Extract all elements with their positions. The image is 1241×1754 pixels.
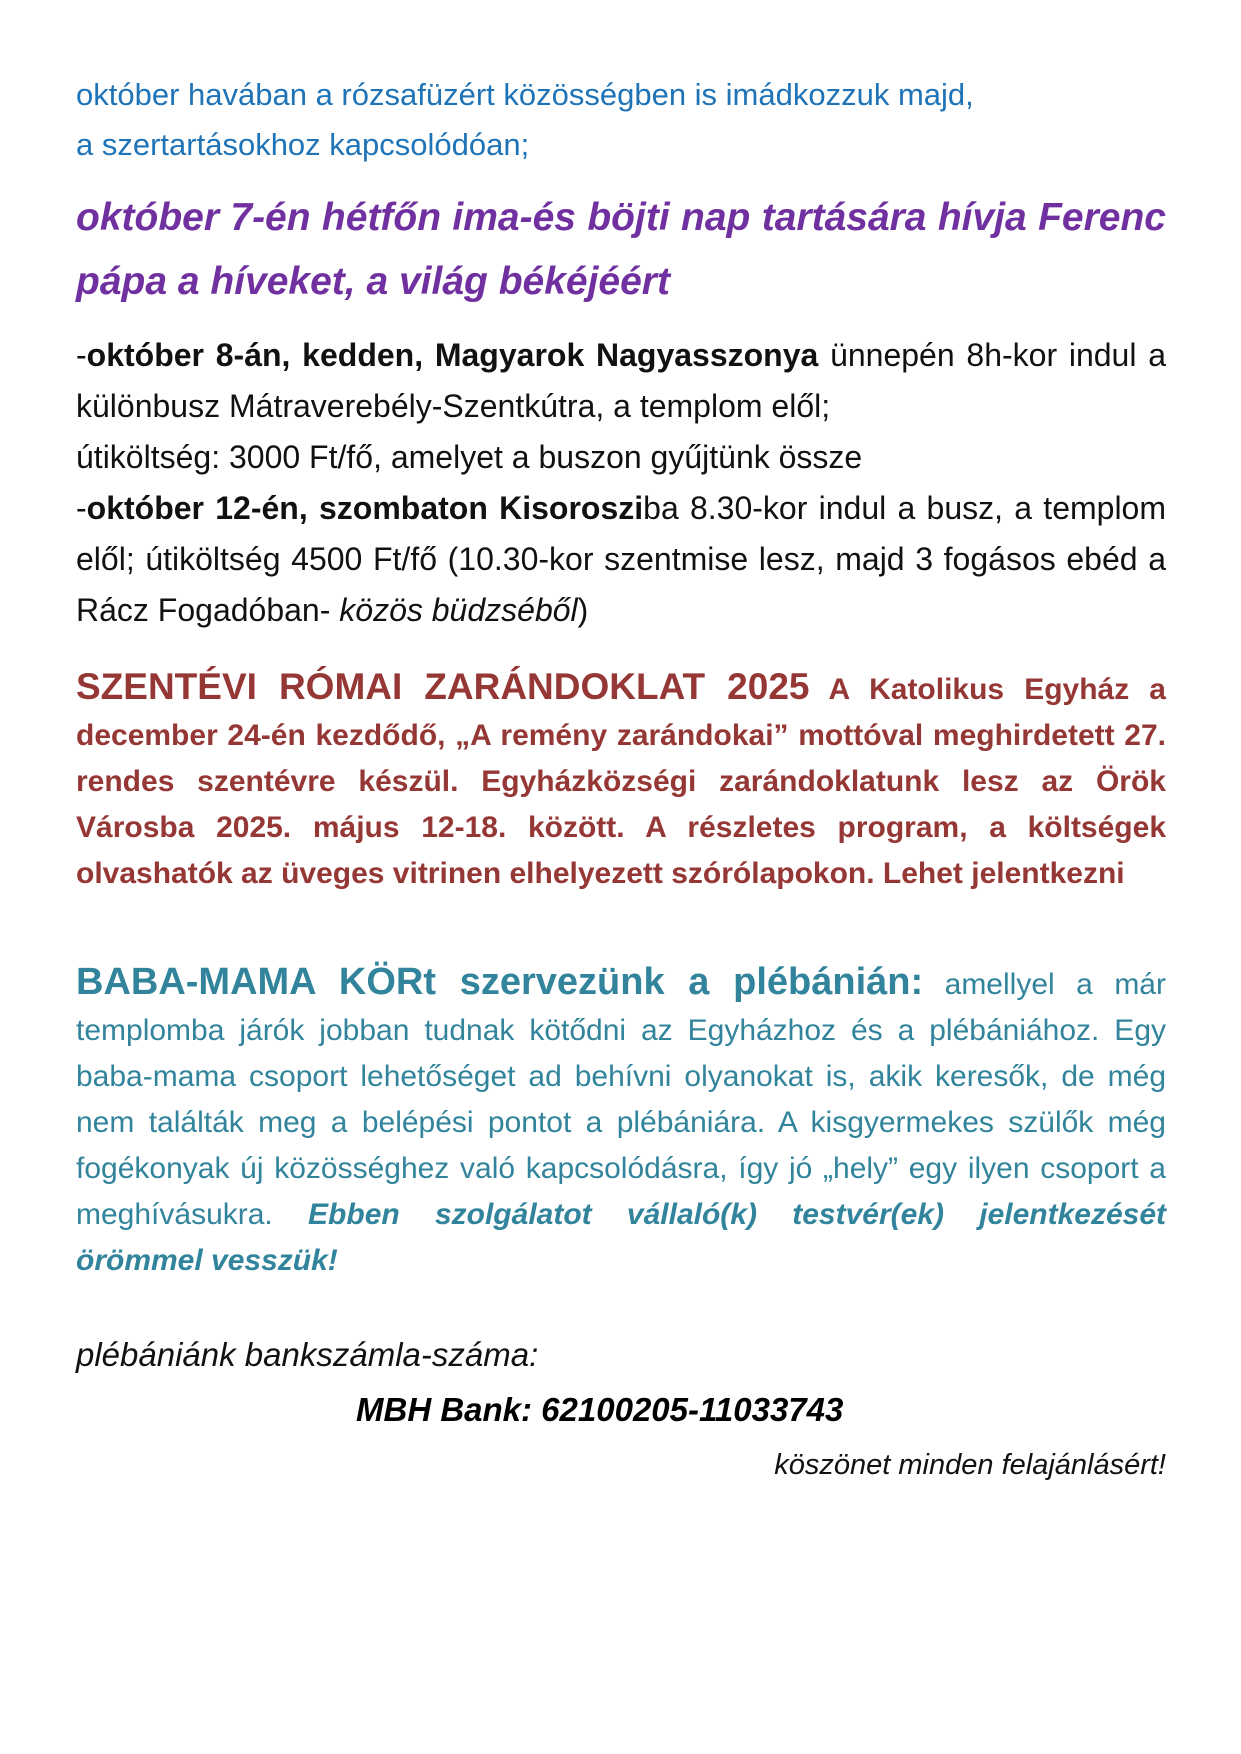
baba-mama-body: amellyel a már templomba járók jobban tudnak kötődni az Egyházhoz és a plébániához. Egy baba-mama csoport lehetőséget ad behívni olyanokat is, akik keresők, de még nem találták meg a belépési pontot a plébániára. A kisgyermekes szülők még fogékonyak új közösséghez való kapcsolódásra, így jó „hely” egy ilyen csoport a meghívásukra. <box>76 968 1166 1231</box>
event-close-paren: ) <box>577 592 589 628</box>
pilgrimage-kisoroszi <box>76 483 1166 636</box>
rosary-intro-line1: október havában a rózsafüzért közösségben is imádkozzuk majd, <box>76 77 974 112</box>
event-budget-note: közös büdzséből <box>339 592 578 628</box>
event-cost: útiköltség: 3000 Ft/fő, amelyet a buszon gyűjtünk össze <box>76 439 863 475</box>
jubilee-pilgrimage <box>76 664 1166 897</box>
event-date: október 8-án, kedden, Magyarok Nagyasszonya <box>86 337 819 373</box>
rosary-intro <box>76 70 1166 170</box>
bank-account-label: plébániánk bankszámla-száma: <box>76 1336 539 1373</box>
jubilee-heading: SZENTÉVI RÓMAI ZARÁNDOKLAT 2025 <box>76 666 810 707</box>
rosary-intro-line2: a szertartásokhoz kapcsolódóan; <box>76 127 530 162</box>
event-dash: - <box>76 490 87 526</box>
bulletin-page <box>76 70 1166 1492</box>
jubilee-body: A Katolikus Egyház a december 24-én kezdődő, „A remény zarándokai” mottóval meghirdetett 27. rendes szentévre készül. Egyházközségi zarándoklatunk lesz az Örök Városba 2025. május 12-18. között. A részletes program, a költségek olvashatók az üveges vitrinen elhelyezett szórólapokon. Lehet jelentkezni <box>76 673 1166 890</box>
pilgrimage-szentkut <box>76 330 1166 483</box>
bank-account-number: MBH Bank: 62100205-11033743 <box>356 1391 844 1428</box>
baba-mama-heading: BABA-MAMA KÖRt szervezünk a plébánián: <box>76 961 924 1003</box>
event-details: ba 8.30-kor indul a busz, a templom elől; útiköltség 4500 Ft/fő (10.30-kor szentmise lesz, majd 3 fogásos ebéd a Rácz Fogadóban- <box>76 490 1167 628</box>
event-dash: - <box>76 337 87 373</box>
event-date: október 12-én, szombaton Kisoroszi <box>86 490 644 526</box>
pilgrimage-events <box>76 330 1166 636</box>
thanks-note: köszönet minden felajánlásért! <box>774 1449 1166 1481</box>
baba-mama-announcement <box>76 959 1166 1284</box>
baba-mama-call-to-action: Ebben szolgálatot vállaló(k) testvér(ek) jelentkezését örömmel vesszük! <box>76 1198 1167 1277</box>
prayer-day-announcement: október 7-én hétfőn ima-és böjti nap tartására hívja Ferenc pápa a híveket, a világ békéjéért <box>76 196 1166 303</box>
event-details: ünnepén 8h-kor indul a különbusz Mátraverebély-Szentkútra, a templom elől; <box>76 337 1167 424</box>
